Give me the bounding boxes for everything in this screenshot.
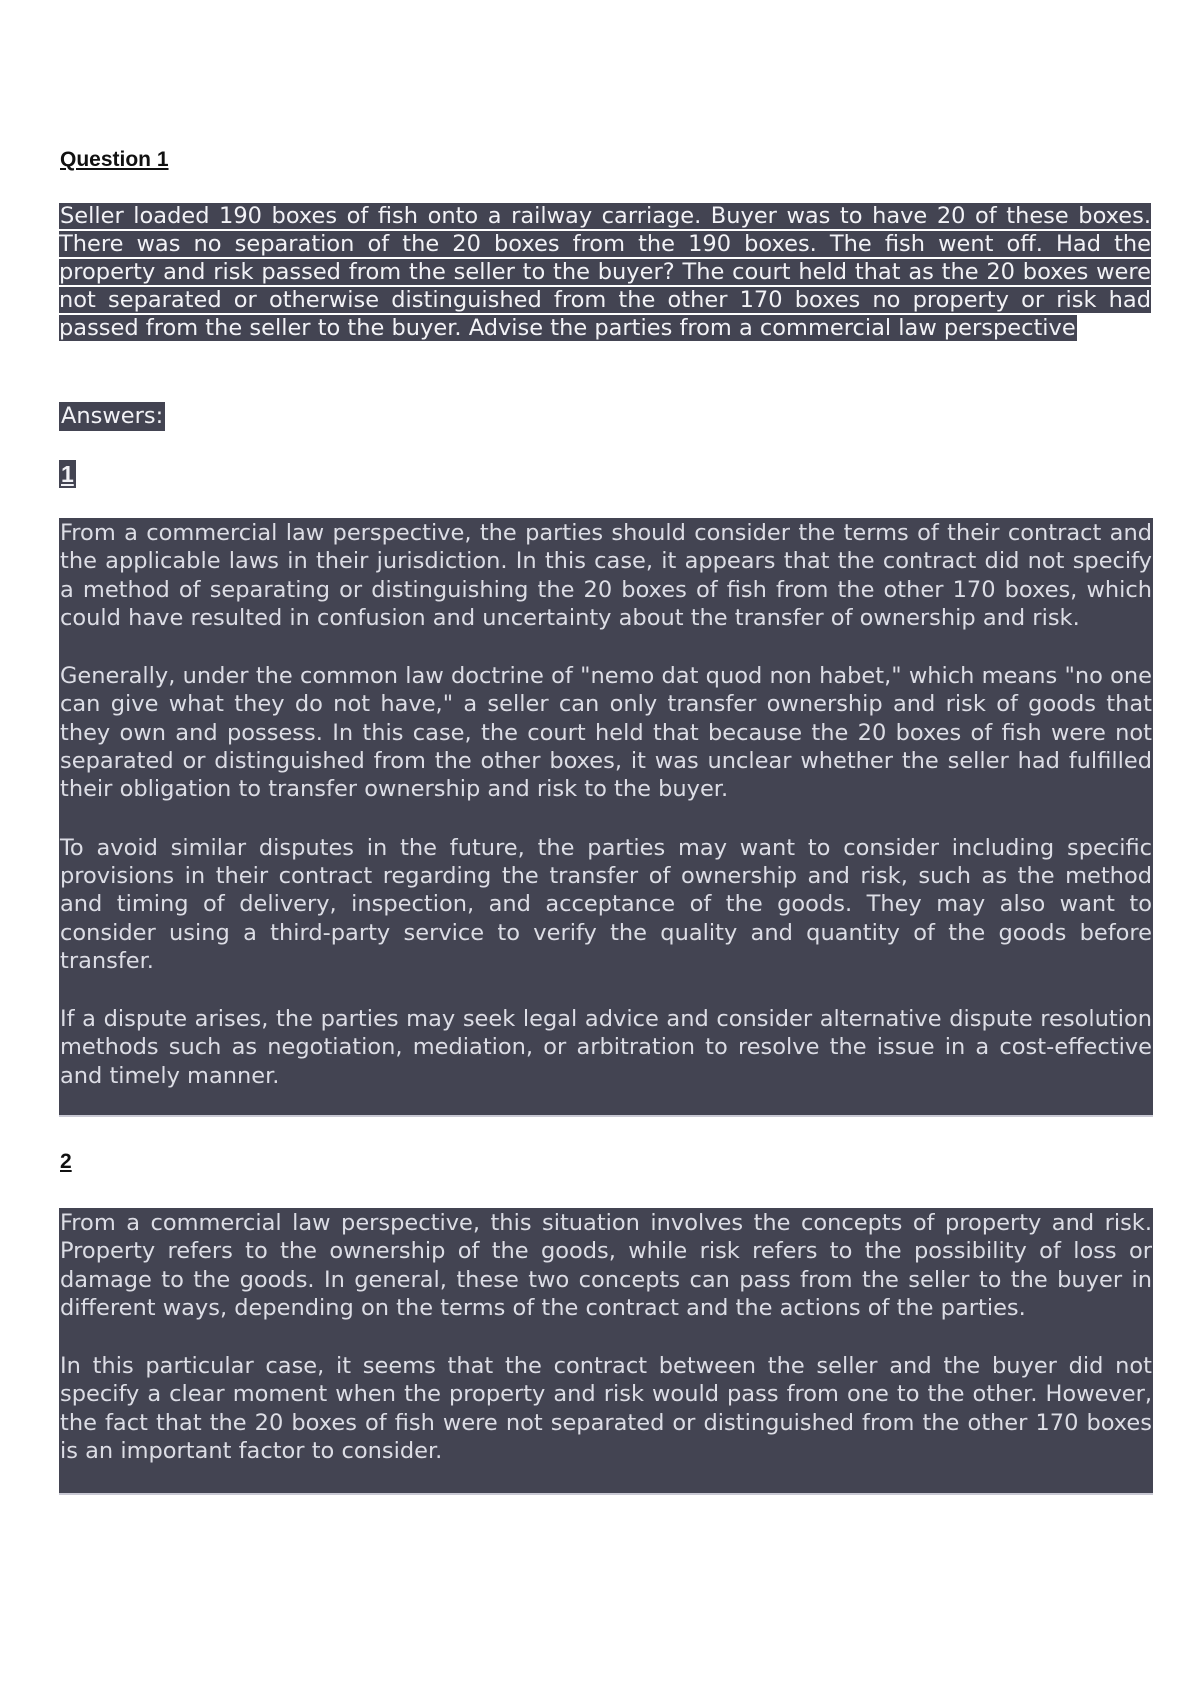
answer-1-paragraph: Generally, under the common law doctrine of "nemo dat quod non habet," which means "no one can give what they do not have," a seller can only transfer ownership and risk of goods that they own and possess. In this case, the court held that because the 20 boxes of fish were not separated or distinguished from the other boxes, it was unclear whether the seller had fulfilled their obligation to transfer ownership and risk to the buyer. [60,663,1152,803]
answer-1-block [59,518,1153,1117]
answer-1-paragraph: If a dispute arises, the parties may seek legal advice and consider alternative dispute resolution methods such as negotiation, mediation, or arbitration to resolve the issue in a cost-effective and timely manner. [60,1006,1152,1089]
answer-2-block [59,1208,1153,1495]
answer-2-paragraph: In this particular case, it seems that the contract between the seller and the buyer did not specify a clear moment when the property and risk would pass from one to the other. However, the fact that the 20 boxes of fish were not separated or distinguished from the other 170 boxes is an important factor to consider. [60,1353,1152,1465]
question-heading: Question 1 [60,148,169,171]
answer-2-paragraph: From a commercial law perspective, this situation involves the concepts of property and risk. Property refers to the ownership of the goods, while risk refers to the possibility of loss or damage to the goods. In general, these two concepts can pass from the seller to the buyer in different ways, depending on the terms of the contract and the actions of the parties. [60,1210,1152,1321]
question-text-highlight: Seller loaded 190 boxes of fish onto a railway carriage. Buyer was to have 20 of these boxes. There was no separation of the 20 boxes from the 190 boxes. The fish went off. Had the property and risk passed from the seller to the buyer? The court held that as the 20 boxes were not separated or otherwise distinguished from the other 170 boxes no property or risk had passed from the seller to the buyer. Advise the parties from a commercial law perspective [59,203,1151,341]
answer-1-number: 1 [61,461,74,487]
question-text [59,202,1151,342]
answers-label: Answers: [61,403,164,429]
answer-1-paragraph: From a commercial law perspective, the parties should consider the terms of their contract and the applicable laws in their jurisdiction. In this case, it appears that the contract did not specify a method of separating or distinguishing the 20 boxes of fish from the other 170 boxes, which could have resulted in confusion and uncertainty about the transfer of ownership and risk. [60,520,1152,631]
answer-1-paragraph: To avoid similar disputes in the future, the parties may want to consider including specific provisions in their contract regarding the transfer of ownership and risk, such as the method and timing of delivery, inspection, and acceptance of the goods. They may also want to consider using a third-party service to verify the quality and quantity of the goods before transfer. [60,834,1152,974]
answer-2-number: 2 [60,1150,72,1173]
